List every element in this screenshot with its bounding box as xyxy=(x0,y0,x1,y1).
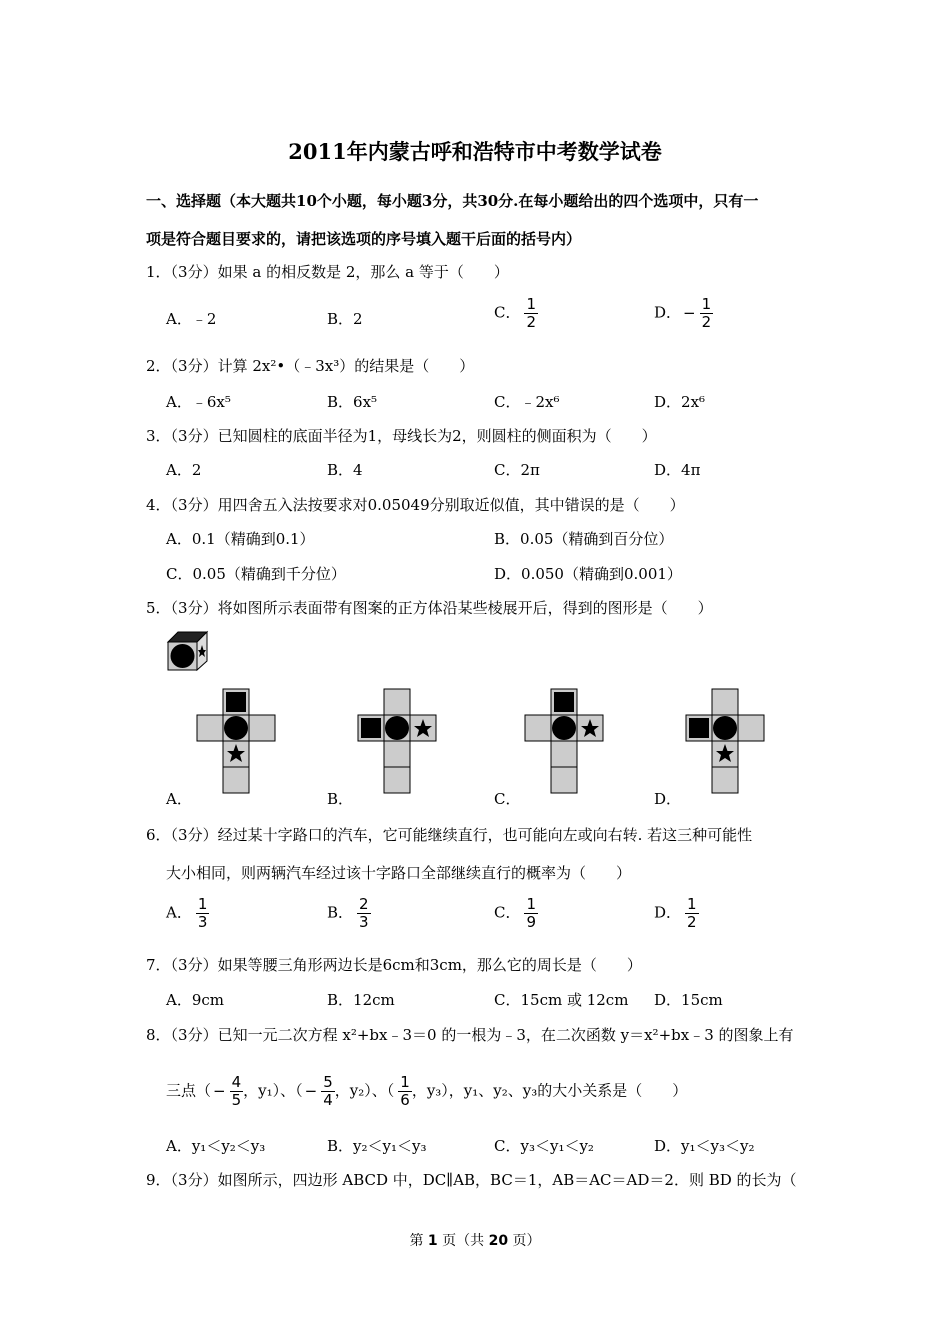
q2-option-b: B．6x⁵ xyxy=(327,393,378,411)
q7-option-d: D．15cm xyxy=(654,991,723,1009)
q6-option-a: A． $\frac{1}{3}$ xyxy=(166,895,208,931)
q6-option-d: D． $\frac{1}{2}$ xyxy=(654,895,697,931)
q8-option-a: A．y₁＜y₂＜y₃ xyxy=(166,1137,266,1155)
q7-option-a: A．9cm xyxy=(166,991,225,1009)
q7-option-b: B．12cm xyxy=(327,991,395,1009)
q2-option-c: C．﹣2x⁶ xyxy=(494,393,560,411)
q2-option-d: D．2x⁶ xyxy=(654,393,706,411)
q4-option-b: B．0.05（精确到百分位） xyxy=(494,530,674,548)
question-6-line1: 6．（3分）经过某十字路口的汽车，它可能继续直行，也可能向左或向右转. 若这三种可能性 xyxy=(146,826,753,844)
q5-option-a: A． xyxy=(166,790,192,808)
net-c-figure xyxy=(523,688,607,796)
question-8-line2: 三点（ − $\frac{4}{5}$ ，y₁）、（ − $\frac{5}{4}$ ，y₂）、（ $\frac{1}{6}$ ，y₃），y₁、y₂、y₃的大小关系是（ ） xyxy=(166,1073,688,1109)
section-heading-line1: 一、选择题（本大题共10个小题，每小题3分，共30分.在每小题给出的四个选项中，只有一 xyxy=(146,192,759,210)
q6-option-c: C． $\frac{1}{9}$ xyxy=(494,895,537,931)
q1-option-d: D． − $\frac{1}{2}$ xyxy=(654,295,712,331)
q3-option-b: B．4 xyxy=(327,461,363,479)
page-footer: 第 1 页（共 20 页） xyxy=(409,1233,541,1249)
q5-option-d: D． xyxy=(654,790,682,808)
question-1-stem: 1．（3分）如果 a 的相反数是 2，那么 a 等于（ ） xyxy=(146,263,509,281)
q6-option-b: B． $\frac{2}{3}$ xyxy=(327,895,369,931)
q3-option-d: D．4π xyxy=(654,461,701,479)
net-b-figure xyxy=(356,688,440,796)
q1-option-a: A．﹣2 xyxy=(166,310,217,328)
net-a-figure xyxy=(195,688,277,796)
question-7-stem: 7．（3分）如果等腰三角形两边长是6cm和3cm，那么它的周长是（ ） xyxy=(146,956,642,974)
q4-option-d: D．0.050（精确到0.001） xyxy=(494,565,682,583)
question-5-stem: 5．（3分）将如图所示表面带有图案的正方体沿某些棱展开后，得到的图形是（ ） xyxy=(146,599,713,617)
question-8-line1: 8．（3分）已知一元二次方程 x²+bx﹣3＝0 的一根为﹣3，在二次函数 y＝x²+bx﹣3 的图象上有 xyxy=(146,1026,794,1044)
q1-option-c: C． $\frac{1}{2}$ xyxy=(494,295,537,331)
q8-option-c: C．y₃＜y₁＜y₂ xyxy=(494,1137,594,1155)
question-9-stem: 9．（3分）如图所示，四边形 ABCD 中，DC∥AB，BC＝1，AB＝AC＝AD＝2．则 BD 的长为（ xyxy=(146,1171,797,1189)
question-6-line2: 大小相同，则两辆汽车经过该十字路口全部继续直行的概率为（ ） xyxy=(166,864,632,882)
page-title: 2011年内蒙古呼和浩特市中考数学试卷 xyxy=(288,139,662,164)
q5-option-c: C． xyxy=(494,790,521,808)
q4-option-c: C．0.05（精确到千分位） xyxy=(166,565,346,583)
q3-option-a: A．2 xyxy=(166,461,202,479)
q5-option-b: B． xyxy=(327,790,354,808)
q7-option-c: C．15cm 或 12cm xyxy=(494,991,629,1009)
q3-option-c: C．2π xyxy=(494,461,540,479)
q1-option-b: B．2 xyxy=(327,310,363,328)
q4-option-a: A．0.1（精确到0.1） xyxy=(166,530,315,548)
cube-figure xyxy=(166,630,210,672)
question-3-stem: 3．（3分）已知圆柱的底面半径为1，母线长为2，则圆柱的侧面积为（ ） xyxy=(146,427,657,445)
q2-option-a: A．﹣6x⁵ xyxy=(166,393,231,411)
question-2-stem: 2．（3分）计算 2x²•（﹣3x³）的结果是（ ） xyxy=(146,357,475,375)
q8-option-b: B．y₂＜y₁＜y₃ xyxy=(327,1137,427,1155)
section-heading-line2: 项是符合题目要求的，请把该选项的序号填入题干后面的括号内） xyxy=(146,230,582,248)
q8-option-d: D．y₁＜y₃＜y₂ xyxy=(654,1137,755,1155)
net-d-figure xyxy=(684,688,768,796)
question-4-stem: 4．（3分）用四舍五入法按要求对0.05049分别取近似值，其中错误的是（ ） xyxy=(146,496,685,514)
